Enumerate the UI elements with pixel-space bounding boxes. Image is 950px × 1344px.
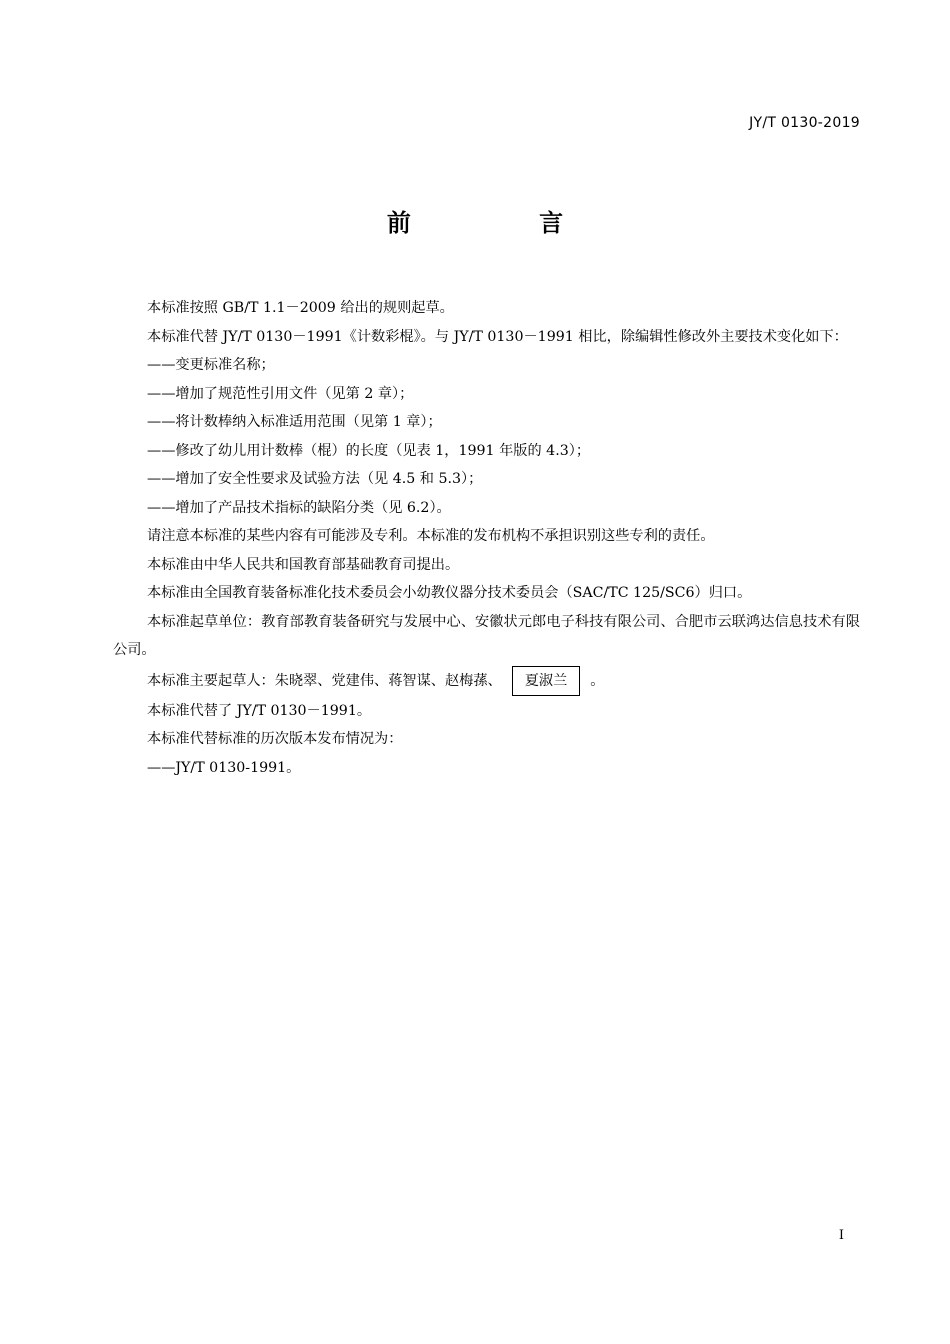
drafters-prefix: 本标准主要起草人：朱晓翠、党建伟、蒋智谋、赵梅蓀、 bbox=[147, 672, 502, 689]
page-title: 前 言 bbox=[386, 209, 624, 237]
paragraph: 本标准由全国教育装备标准化技术委员会小幼教仪器分技术委员会（SAC/TC 125/SC6）归口。 bbox=[147, 585, 752, 601]
boxed-name: 夏淑兰 bbox=[512, 666, 581, 696]
paragraph: 请注意本标准的某些内容有可能涉及专利。本标准的发布机构不承担识别这些专利的责任。 bbox=[147, 528, 715, 544]
document-code: JY/T 0130-2019 bbox=[749, 115, 860, 131]
paragraph: 本标准由中华人民共和国教育部基础教育司提出。 bbox=[147, 556, 460, 573]
paragraph: 本标准代替了 JY/T 0130－1991。 bbox=[147, 702, 372, 719]
page-number: I bbox=[838, 1228, 844, 1243]
list-item: ——JY/T 0130-1991。 bbox=[147, 759, 301, 776]
paragraph: 本标准代替标准的历次版本发布情况为： bbox=[147, 731, 403, 747]
list-item: ——增加了安全性要求及试验方法（见 4.5 和 5.3）； bbox=[147, 471, 483, 487]
paragraph: 本标准起草单位：教育部教育装备研究与发展中心、安徽状元郎电子科技有限公司、合肥市云联鸿达信息技术有限公司。 bbox=[113, 613, 860, 658]
list-item: ——变更标准名称； bbox=[147, 357, 275, 373]
list-item: ——将计数棒纳入标准适用范围（见第 1 章）； bbox=[147, 414, 442, 430]
paragraph: 本标准代替 JY/T 0130－1991《计数彩棍》。与 JY/T 0130－1991 相比，除编辑性修改外主要技术变化如下： bbox=[147, 328, 848, 345]
paragraph: 本标准按照 GB/T 1.1－2009 给出的规则起草。 bbox=[147, 300, 454, 316]
drafters-paragraph bbox=[113, 666, 860, 696]
body-text bbox=[113, 294, 860, 782]
list-item: ——修改了幼儿用计数棒（棍）的长度（见表 1，1991 年版的 4.3）； bbox=[147, 442, 591, 459]
list-item: ——增加了产品技术指标的缺陷分类（见 6.2）。 bbox=[147, 499, 451, 516]
drafters-suffix: 。 bbox=[590, 672, 605, 689]
list-item: ——增加了规范性引用文件（见第 2 章）； bbox=[147, 385, 414, 402]
